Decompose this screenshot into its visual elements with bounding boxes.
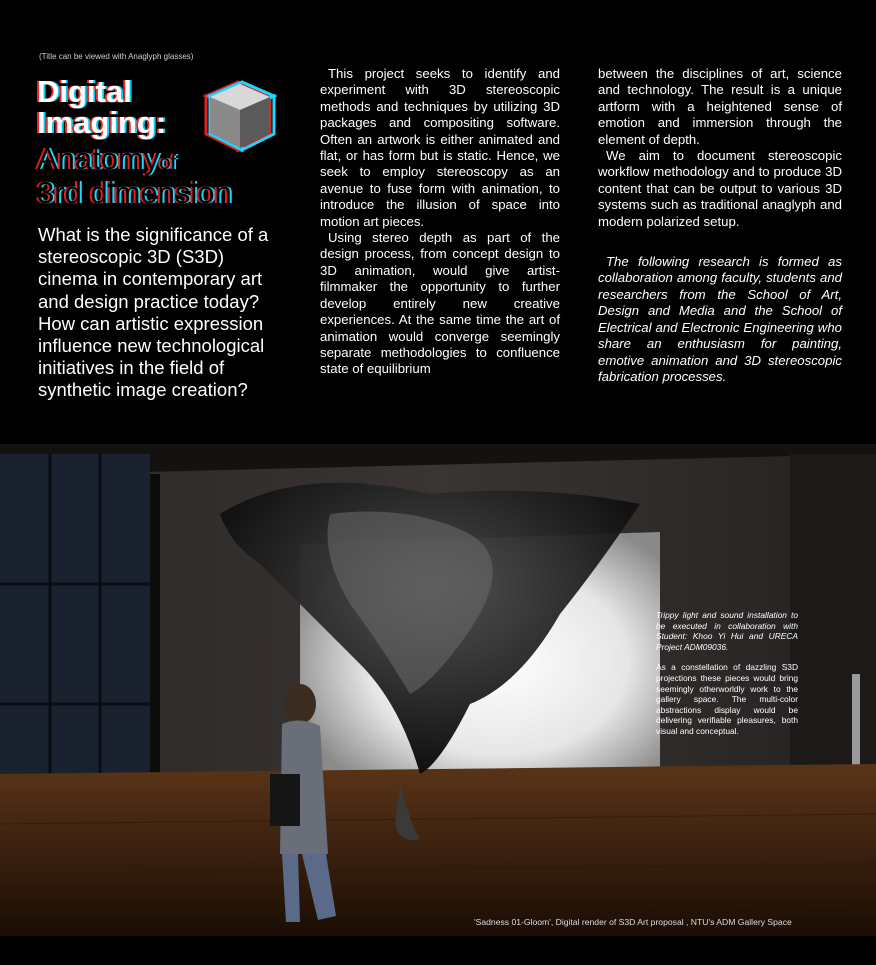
col2-paragraph-2: Using stereo depth as part of the design process, from concept design to 3D animation, would give artist-filmmaker the opportunity to further develop entirely new creative experiences. At the same time the art of animation would converge seemingly separate methodologies to confluence state of equilibrium [320, 230, 560, 377]
caption-italic: Trippy light and sound installation to be executed in collaboration with Student: Khoo Yi Hui and URECA Project ADM09036. [656, 610, 798, 652]
col3-paragraph-3: The following research is formed as collaboration among faculty, students and researchers from the School of Art, Design and Media and the School of Electrical and Electronic Engineering who share an enthusiasm for painting, emotive animation and 3D stereoscopic fabrication processes. [598, 254, 842, 384]
anaglyph-cube-icon [200, 76, 282, 158]
col3-paragraph-1: between the disciplines of art, science and technology. The result is a unique artform with a heightened sense of emotion and immersion through the element of depth. [598, 66, 842, 147]
title-line-1: Digital [37, 74, 132, 109]
title-of: of [159, 152, 177, 174]
photo-credit: 'Sadness 01-Gloom', Digital render of S3D Art proposal , NTU's ADM Gallery Space [474, 917, 792, 927]
photo-caption [656, 610, 798, 737]
bottom-border [0, 936, 876, 965]
research-question: What is the significance of a stereoscopic 3D (S3D) cinema in contemporary art and design practice today? How can artistic expression influence new technological initiatives in the field of synthetic image creation? [38, 224, 269, 401]
title-anatomy: Anatomy [37, 141, 160, 176]
body-column-3 [598, 66, 842, 385]
title-line-4: 3rd dimension [37, 175, 232, 210]
col2-paragraph-1: This project seeks to identify and experiment with 3D stereoscopic methods and techniques by utilizing 3D packages and compositing software. Often an artwork is either animated and flat, or has form but is static. Hence, we seek to employ stereoscopy as an avenue to fuse form with animation, to introduce the illusion of space into motion art pieces. [320, 66, 560, 229]
body-column-2 [320, 66, 560, 378]
caption-body: As a constellation of dazzling S3D projections these pieces would bring seemingly otherworldly work to the gallery space. The multi-color abstractions display would be delivering verifiable pleasures, both visual and conceptual. [656, 662, 798, 736]
title-line-2: Imaging: [37, 105, 167, 140]
col3-paragraph-2: We aim to document stereoscopic workflow methodology and to produce 3D content that can be output to various 3D systems such as traditional anaglyph and modern polarized setup. [598, 148, 842, 229]
anaglyph-note: (Title can be viewed with Anaglyph glasses) [39, 52, 194, 61]
